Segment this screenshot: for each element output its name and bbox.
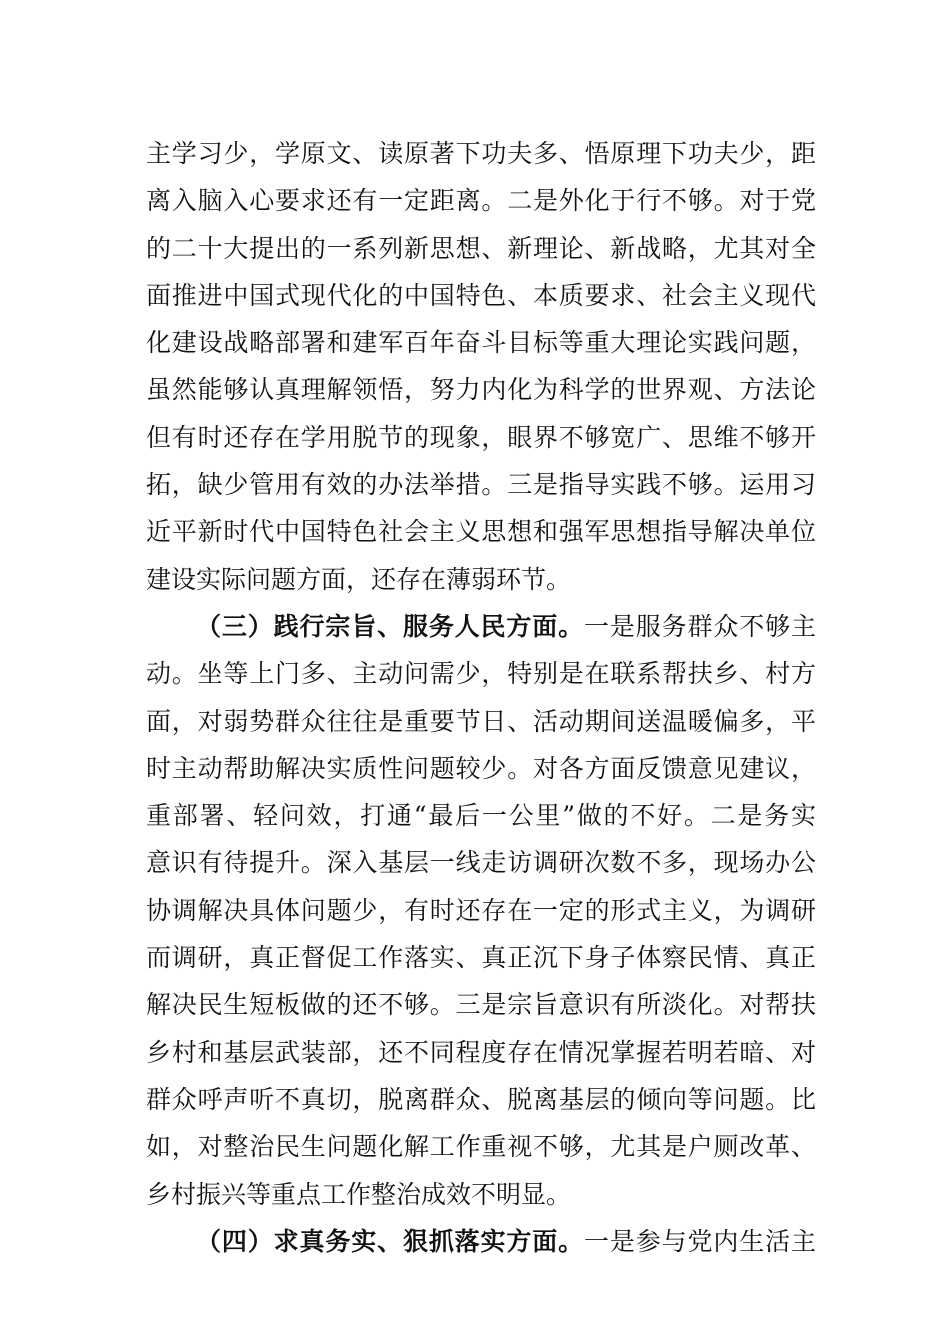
paragraph-line: 时主动帮助解决实质性问题较少。对各方面反馈意见建议，: [146, 753, 816, 783]
section-heading: （三）践行宗旨、服务人民方面。: [196, 611, 585, 641]
paragraph-line: 重部署、轻问效，打通“最后一公里”做的不好。二是务实: [146, 801, 816, 831]
paragraph-line: 动。坐等上门多、主动问需少，特别是在联系帮扶乡、村方: [146, 659, 816, 689]
paragraph-line: 协调解决具体问题少，有时还存在一定的形式主义，为调研: [146, 895, 816, 925]
paragraph-line: 的二十大提出的一系列新思想、新理论、新战略，尤其对全: [146, 233, 816, 263]
section-heading-continuation: 一是服务群众不够主: [584, 611, 816, 641]
paragraph-line: 虽然能够认真理解领悟，努力内化为科学的世界观、方法论: [146, 375, 816, 405]
paragraph-line: 离入脑入心要求还有一定距离。二是外化于行不够。对于党: [146, 186, 816, 216]
paragraph-line: 建设实际问题方面，还存在薄弱环节。: [146, 564, 572, 594]
paragraph-line: 拓，缺少管用有效的办法举措。三是指导实践不够。运用习: [146, 470, 816, 500]
document-body: [146, 130, 816, 1265]
paragraph-line: 如，对整治民生问题化解工作重视不够，尤其是户厕改革、: [146, 1132, 816, 1162]
section-heading-continuation: 一是参与党内生活主: [584, 1226, 816, 1256]
paragraph-line: 乡村振兴等重点工作整治成效不明显。: [146, 1179, 572, 1209]
paragraph-line: 意识有待提升。深入基层一线走访调研次数不多，现场办公: [146, 848, 816, 878]
paragraph-line: 近平新时代中国特色社会主义思想和强军思想指导解决单位: [146, 517, 816, 547]
paragraph-line: 化建设战略部署和建军百年奋斗目标等重大理论实践问题，: [146, 328, 816, 358]
paragraph-line: 而调研，真正督促工作落实、真正沉下身子体察民情、真正: [146, 943, 816, 973]
section-heading-line: [146, 1218, 816, 1265]
section-heading-line: [146, 603, 816, 650]
paragraph-line: 但有时还存在学用脱节的现象，眼界不够宽广、思维不够开: [146, 422, 816, 452]
paragraph-line: 面推进中国式现代化的中国特色、本质要求、社会主义现代: [146, 280, 816, 310]
paragraph-line: 解决民生短板做的还不够。三是宗旨意识有所淡化。对帮扶: [146, 990, 816, 1020]
paragraph-line: 面，对弱势群众往往是重要节日、活动期间送温暖偏多，平: [146, 706, 816, 736]
section-heading: （四）求真务实、狠抓落实方面。: [196, 1226, 585, 1256]
paragraph-line: 群众呼声听不真切，脱离群众、脱离基层的倾向等问题。比: [146, 1084, 816, 1114]
paragraph-line: 乡村和基层武装部，还不同程度存在情况掌握若明若暗、对: [146, 1037, 816, 1067]
paragraph-line: 主学习少，学原文、读原著下功夫多、悟原理下功夫少，距: [146, 139, 816, 168]
